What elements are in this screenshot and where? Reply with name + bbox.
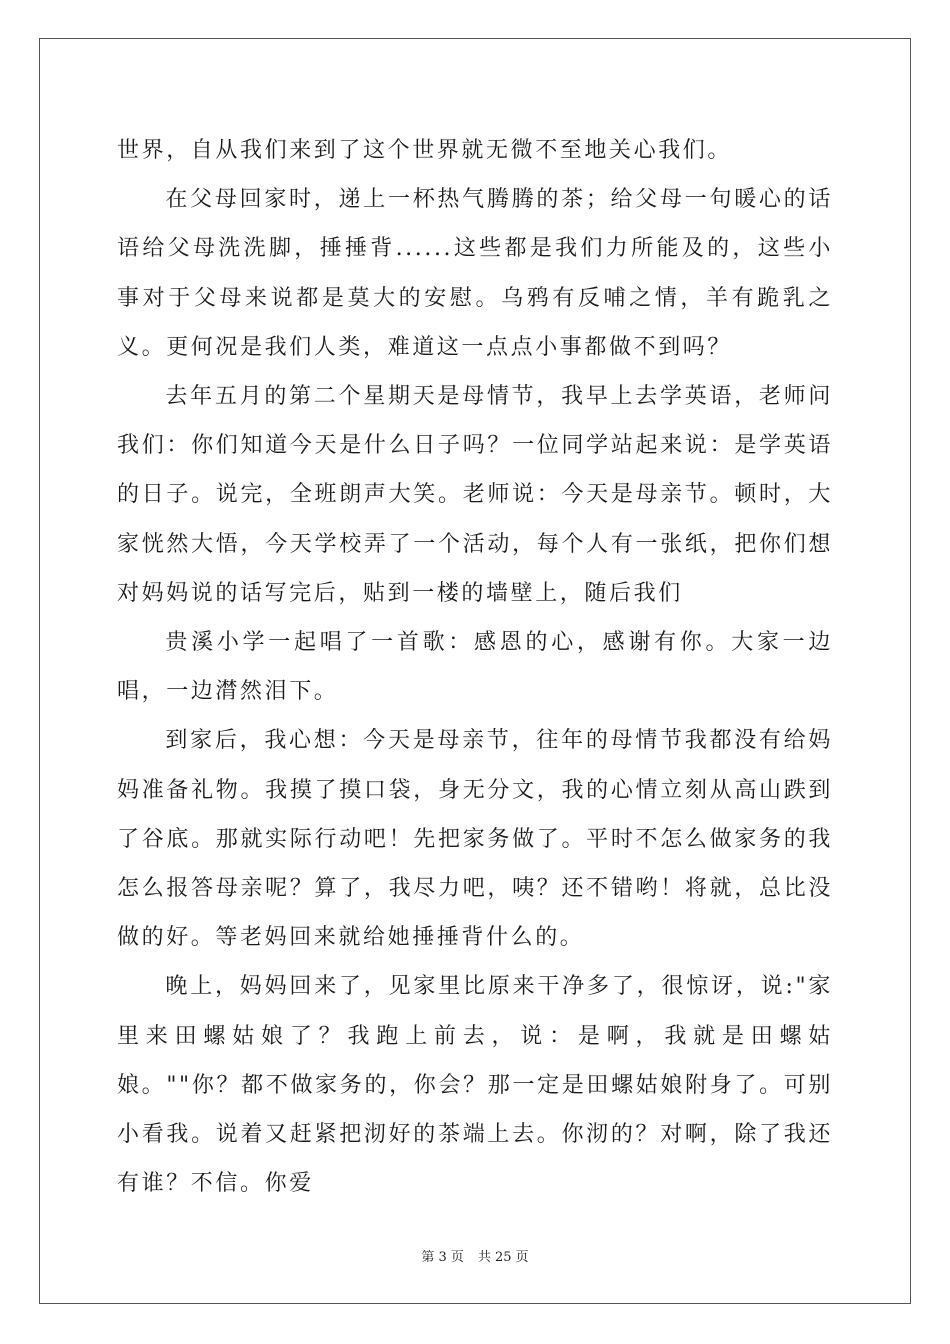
paragraph: 世界，自从我们来到了这个世界就无微不至地关心我们。 xyxy=(117,138,733,163)
paragraph: 贵溪小学一起唱了一首歌：感恩的心，感谢有你。大家一边唱，一边潸然泪下。 xyxy=(117,630,833,705)
paragraph: 晚上，妈妈回来了，见家里比原来干净多了，很惊讶，说:"家里来田螺姑娘了？我跑上前去，说：是啊，我就是田螺姑娘。""你？都不做家务的，你会？那一定是田螺姑娘附身了。可别小看我。说着又赶紧把沏好的茶端上去。你沏的？对啊，除了我还有谁？不信。你爱 xyxy=(117,974,833,1197)
paragraph: 在父母回家时，递上一杯热气腾腾的茶；给父母一句暖心的话语给父母洗洗脚，捶捶背......这些都是我们力所能及的，这些小事对于父母来说都是莫大的安慰。乌鸦有反哺之情，羊有跪乳之义。更何况是我们人类，难道这一点点小事都做不到吗？ xyxy=(117,187,833,360)
paragraph: 到家后，我心想：今天是母亲节，往年的母情节我都没有给妈妈准备礼物。我摸了摸口袋，身无分文，我的心情立刻从高山跌到了谷底。那就实际行动吧！先把家务做了。平时不怎么做家务的我怎么报答母亲呢？算了，我尽力吧，咦？还不错哟！将就，总比没做的好。等老妈回来就给她捶捶背什么的。 xyxy=(117,728,833,951)
page-footer xyxy=(0,1246,950,1265)
page-total: 共 25 页 xyxy=(477,1250,529,1265)
page-number: 第 3 页 xyxy=(421,1250,464,1265)
document-body xyxy=(117,126,833,1208)
paragraph: 去年五月的第二个星期天是母情节，我早上去学英语，老师问我们：你们知道今天是什么日子吗？一位同学站起来说：是学英语的日子。说完，全班朗声大笑。老师说：今天是母亲节。顿时，大家恍然大悟，今天学校弄了一个活动，每个人有一张纸，把你们想对妈妈说的话写完后，贴到一楼的墙壁上，随后我们 xyxy=(117,384,833,606)
